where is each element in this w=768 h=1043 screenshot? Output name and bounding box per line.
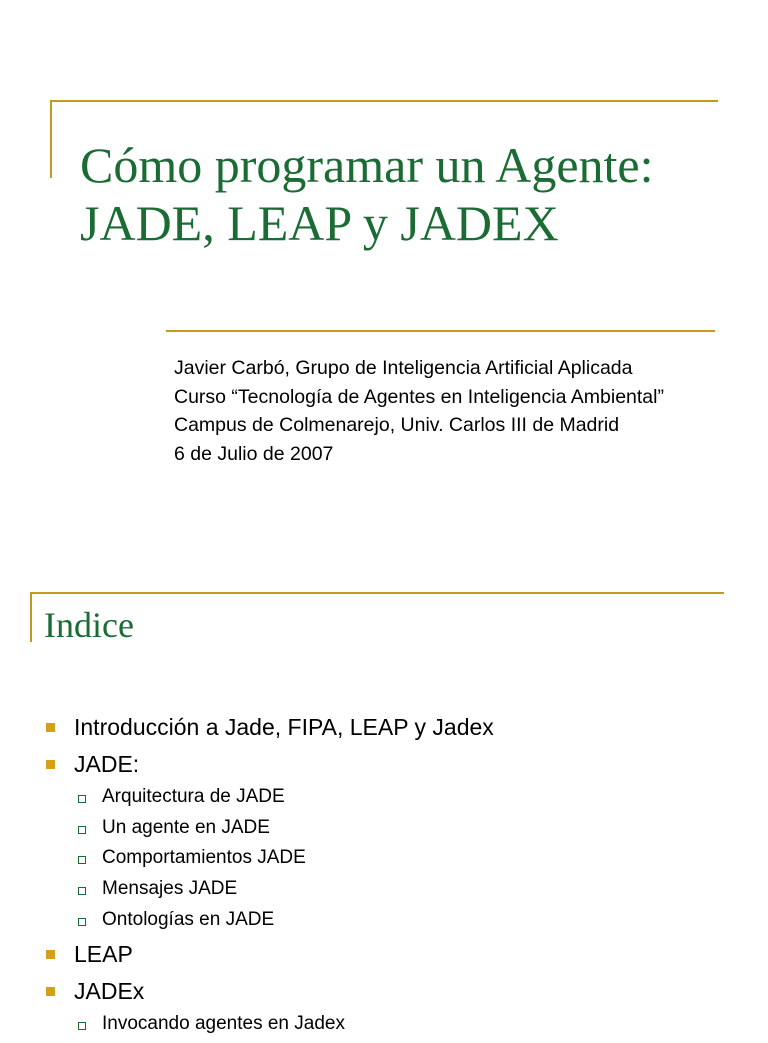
index-subitem-label: Comportamientos JADE [102, 847, 306, 869]
index-item-label: LEAP [74, 940, 133, 967]
square-bullet-icon [46, 760, 55, 769]
title-top-rule [50, 100, 718, 102]
index-subitem [74, 877, 746, 901]
index-subitem [74, 908, 746, 932]
slide-title-line-1: Cómo programar un Agente: [80, 137, 654, 193]
square-bullet-icon [46, 987, 55, 996]
index-item [46, 939, 746, 969]
index-top-rule [30, 592, 724, 594]
index-subitem [74, 846, 746, 870]
index-subitem-label: Ontologías en JADE [102, 908, 275, 930]
hollow-square-bullet-icon [78, 856, 86, 864]
index-subitem-label: Arquitectura de JADE [102, 786, 285, 807]
index-list [46, 712, 746, 1043]
index-subitem-label: Mensajes JADE [102, 878, 238, 900]
hollow-square-bullet-icon [78, 887, 86, 895]
slide-title-line-2: JADE, LEAP y JADEX [80, 195, 559, 251]
slide-subtitle [174, 354, 754, 468]
index-subitem-label: Un agente en JADE [102, 816, 270, 838]
index-item [46, 712, 746, 742]
index-item-label: JADE: [74, 751, 140, 777]
slide-title [80, 136, 740, 252]
index-subitem-label: Invocando agentes en Jadex [102, 1012, 345, 1034]
hollow-square-bullet-icon [78, 1022, 86, 1030]
index-subitem [74, 785, 746, 809]
index-item [46, 976, 746, 1036]
index-left-rule [30, 592, 32, 642]
subtitle-rule [166, 330, 715, 332]
index-item-label: Introducción a Jade, FIPA, LEAP y Jadex [74, 714, 494, 740]
index-item-label: JADEx [74, 977, 145, 1004]
hollow-square-bullet-icon [78, 795, 86, 803]
hollow-square-bullet-icon [78, 826, 86, 834]
index-sublist [74, 785, 746, 932]
hollow-square-bullet-icon [78, 918, 86, 926]
index-subitem [74, 816, 746, 840]
index-title: Indice [44, 605, 134, 645]
index-item [46, 749, 746, 932]
title-left-rule [50, 100, 52, 178]
subtitle-line: 6 de Julio de 2007 [174, 442, 334, 465]
subtitle-line: Javier Carbó, Grupo de Inteligencia Artificial Aplicada [174, 357, 633, 379]
square-bullet-icon [46, 723, 55, 732]
subtitle-line: Campus de Colmenarejo, Univ. Carlos III de Madrid [174, 414, 620, 436]
square-bullet-icon [46, 950, 55, 959]
subtitle-line: Curso “Tecnología de Agentes en Inteligencia Ambiental” [174, 385, 664, 408]
